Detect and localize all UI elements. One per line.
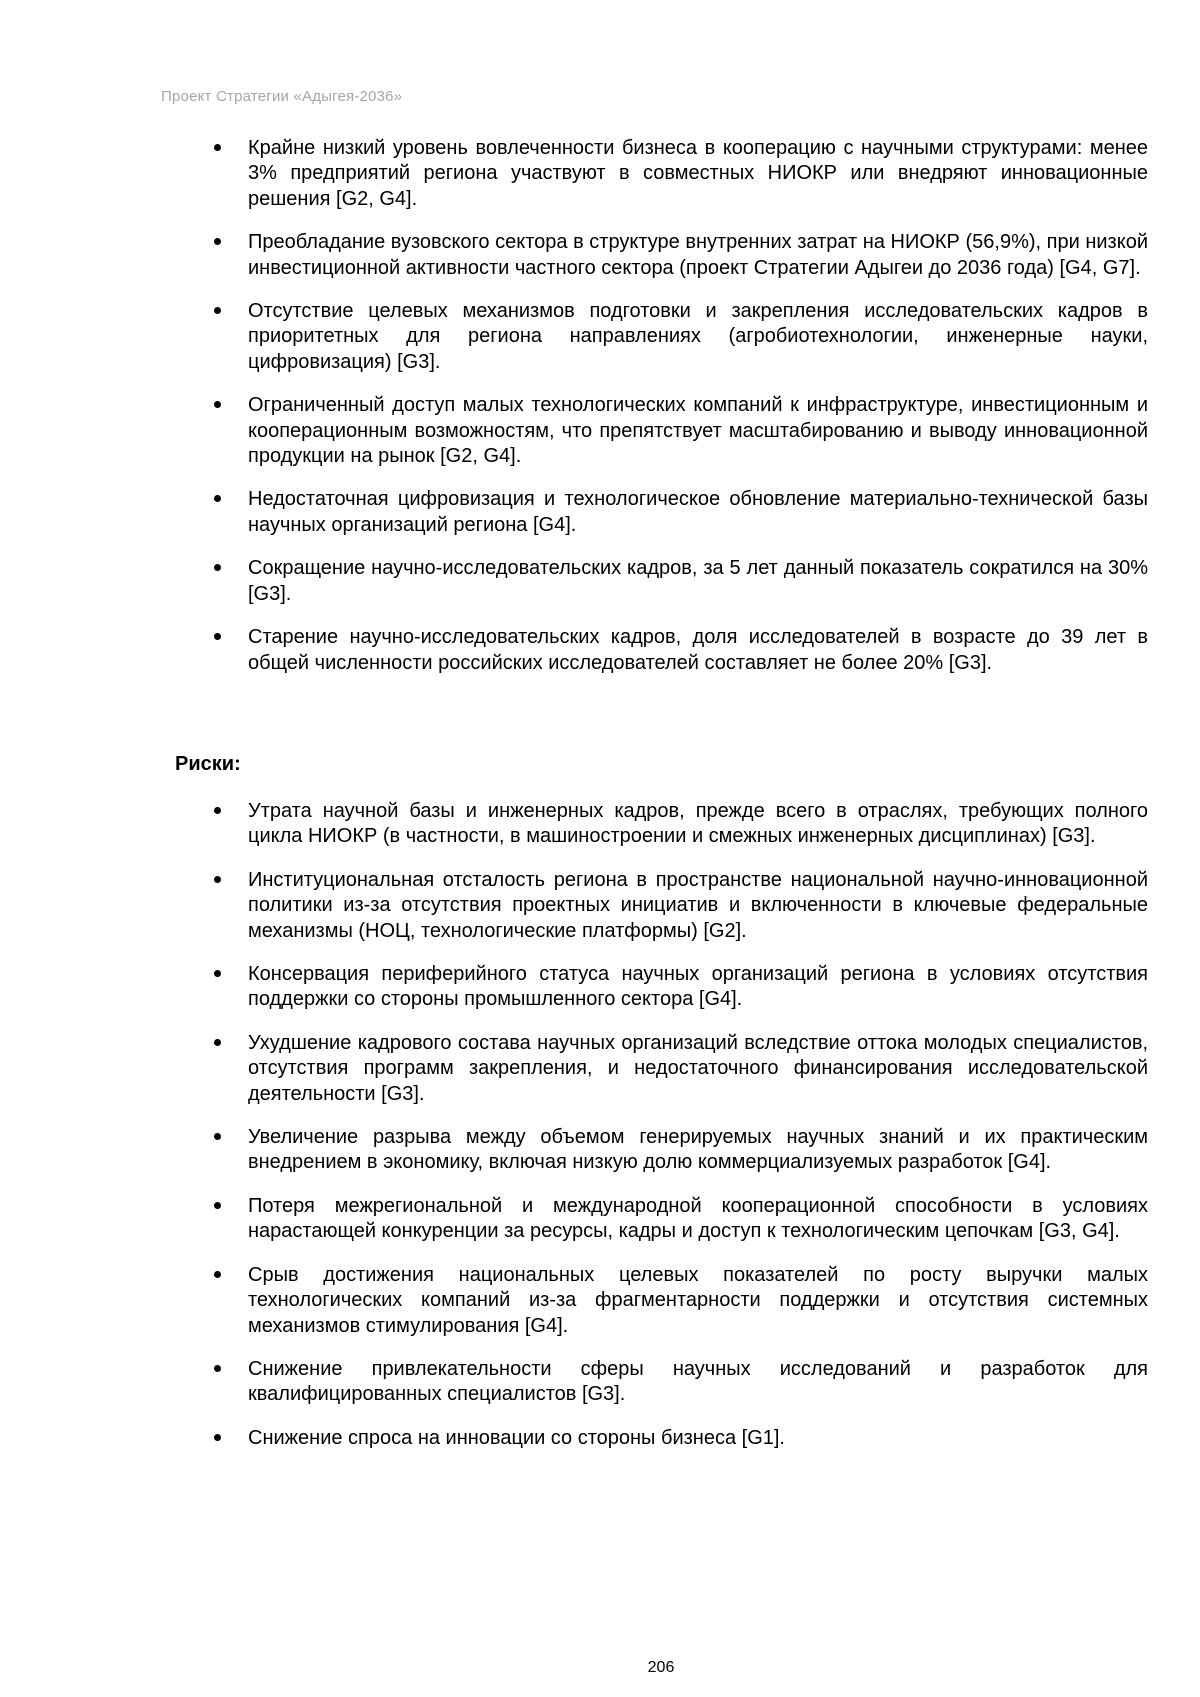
- bullet-icon: [214, 876, 221, 883]
- bullet-icon: [214, 238, 221, 245]
- list-item-text: Консервация периферийного статуса научных организаций региона в условиях отсутствия поддержки со стороны промышленного сектора [G4].: [248, 963, 1148, 1011]
- risks-heading: Риски:: [175, 753, 241, 775]
- bullet-icon: [214, 1039, 221, 1046]
- list-item-text: Снижение спроса на инновации со стороны бизнеса [G1].: [248, 1426, 785, 1449]
- list-item-text: Потеря межрегиональной и международной кооперационной способности в условиях нарастающей конкуренции за ресурсы, кадры и доступ к технологическим цепочкам [G3, G4].: [248, 1194, 1148, 1243]
- list-item-text: Крайне низкий уровень вовлеченности бизнеса в кооперацию с научными структурами: менее 3% предприятий региона участвуют в совместных НИОКР или внедряют инновационные решения [G2, G4].: [248, 137, 1148, 210]
- list-item: [0, 1125, 1200, 1176]
- bullet-icon: [214, 1365, 221, 1372]
- list-item-text: Срыв достижения национальных целевых показателей по росту выручки малых технологических компаний из-за фрагментарности поддержки и отсутствия системных механизмов стимулирования [G4].: [248, 1263, 1148, 1337]
- list-item: [0, 487, 1200, 538]
- bullet-icon: [214, 564, 221, 571]
- list-item: [0, 1426, 1200, 1451]
- list-item-text: Старение научно-исследовательских кадров, доля исследователей в возрасте до 39 лет в общей численности российских исследователей составляет не более 20% [G3].: [248, 626, 1148, 674]
- list-item: [0, 1031, 1200, 1107]
- list-item: [0, 625, 1200, 676]
- list-item: [0, 962, 1200, 1013]
- list-item-text: Ухудшение кадрового состава научных организаций вследствие оттока молодых специалистов, отсутствия программ закрепления, и недостаточного финансирования исследовательской деятельности [G3].: [248, 1031, 1148, 1105]
- bullet-icon: [214, 1133, 221, 1140]
- list-item-text: Преобладание вузовского сектора в структуре внутренних затрат на НИОКР (56,9%), при низкой инвестиционной активности частного сектора (проект Стратегии Адыгеи до 2036 года) [G4, G7].: [248, 231, 1148, 279]
- list-item: [0, 230, 1200, 281]
- page-number: 206: [647, 1659, 675, 1676]
- list-item-text: Утрата научной базы и инженерных кадров, прежде всего в отраслях, требующих полного цикла НИОКР (в частности, в машиностроении и смежных инженерных дисциплинах) [G3].: [248, 800, 1148, 848]
- list-item-text: Сокращение научно-исследовательских кадров, за 5 лет данный показатель сократился на 30% [G3].: [248, 557, 1148, 605]
- list-item: [0, 1263, 1200, 1339]
- list-item-text: Снижение привлекательности сферы научных исследований и разработок для квалифицированных специалистов [G3].: [248, 1357, 1148, 1406]
- list-item: [0, 868, 1200, 944]
- list-item-text: Ограниченный доступ малых технологических компаний к инфраструктуре, инвестиционным и кооперационным возможностям, что препятствует масштабированию и выводу инновационной продукции на рынок [G2, G4].: [248, 394, 1148, 468]
- bullet-icon: [214, 1434, 221, 1441]
- bullet-icon: [214, 1271, 221, 1278]
- risks-list: [0, 799, 1200, 1469]
- list-item: [0, 556, 1200, 607]
- bullet-icon: [214, 495, 221, 502]
- list-item-text: Увеличение разрыва между объемом генерируемых научных знаний и их практическим внедрением в экономику, включая низкую долю коммерциализуемых разработок [G4].: [248, 1126, 1148, 1174]
- list-item: [0, 1194, 1200, 1245]
- bullet-icon: [214, 970, 221, 977]
- list-item: [0, 299, 1200, 375]
- problems-list: [0, 136, 1200, 694]
- list-item: [0, 393, 1200, 469]
- list-item: [0, 799, 1200, 850]
- bullet-icon: [214, 807, 221, 814]
- list-item: [0, 136, 1200, 212]
- list-item-text: Недостаточная цифровизация и технологическое обновление материально-технической базы научных организаций региона [G4].: [248, 488, 1148, 536]
- bullet-icon: [214, 401, 221, 408]
- list-item: [0, 1357, 1200, 1408]
- bullet-icon: [214, 144, 221, 151]
- list-item-text: Институциональная отсталость региона в пространстве национальной научно-инновационной политики из-за отсутствия проектных инициатив и включенности в ключевые федеральные механизмы (НОЦ, технологические платформы) [G2].: [248, 868, 1148, 942]
- running-header: Проект Стратегии «Адыгея-2036»: [161, 88, 403, 105]
- bullet-icon: [214, 1202, 221, 1209]
- bullet-icon: [214, 633, 221, 640]
- list-item-text: Отсутствие целевых механизмов подготовки и закрепления исследовательских кадров в приоритетных для региона направлениях (агробиотехнологии, инженерные науки, цифровизация) [G3].: [248, 300, 1148, 373]
- bullet-icon: [214, 307, 221, 314]
